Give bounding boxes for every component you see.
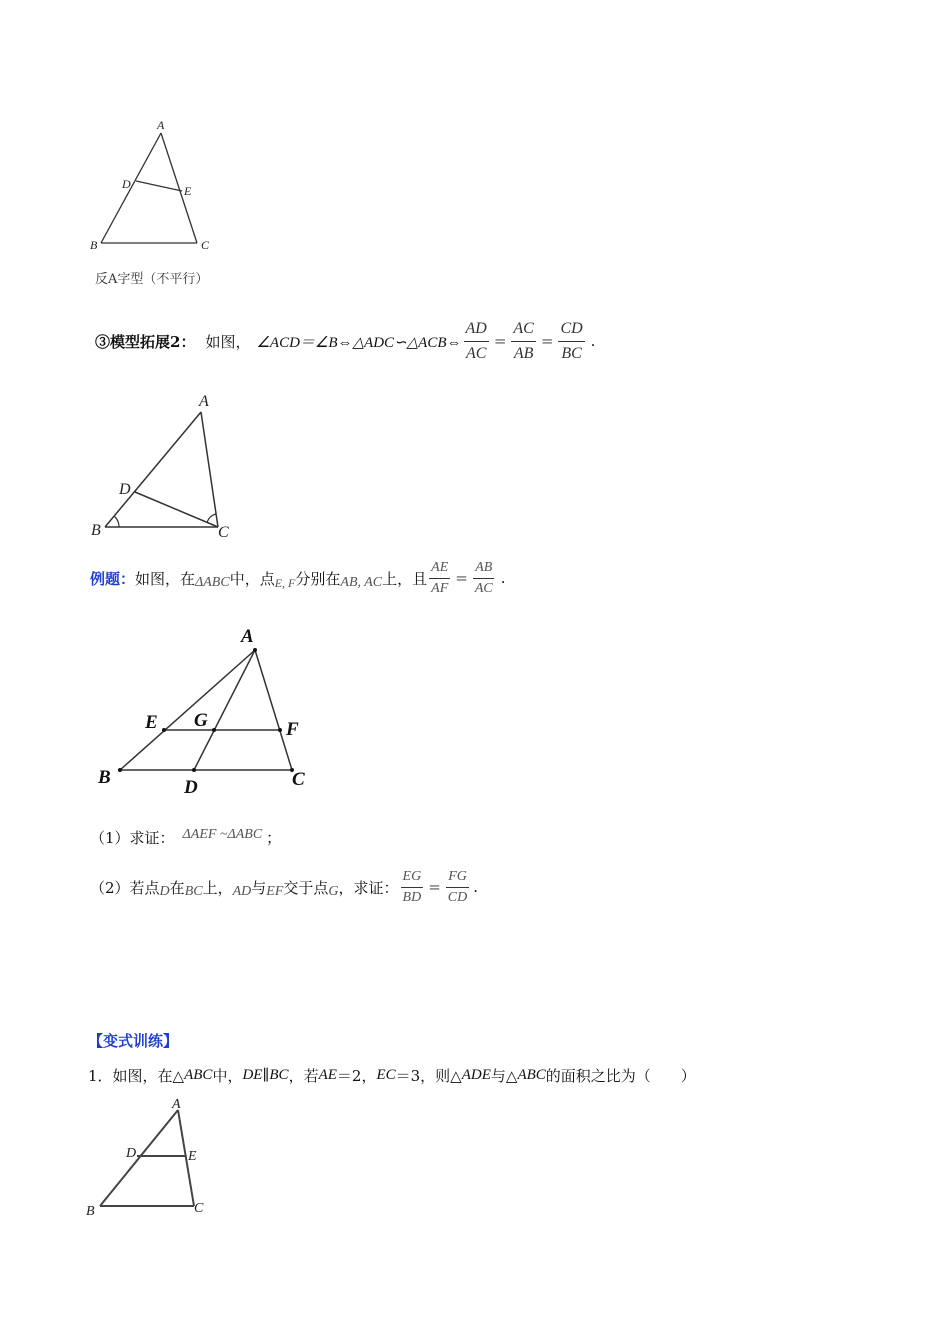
figure-reverse-a-shape <box>85 115 225 255</box>
label-e: E <box>184 184 192 198</box>
model2-frac3 <box>558 317 584 366</box>
label-b: B <box>86 1204 95 1219</box>
vq1-abc: ABC <box>184 1066 213 1083</box>
q1-end: ； <box>266 828 282 847</box>
example-sides: AB, AC <box>340 575 383 590</box>
example-eq: = <box>455 569 468 587</box>
label-f: F <box>286 719 299 740</box>
example-end: . <box>500 569 506 587</box>
example-label: 例题： <box>90 569 136 588</box>
vq1-t4: ＝3，则△ <box>395 1066 462 1085</box>
model2-frac1-den: AC <box>465 344 487 362</box>
model2-frac1-num: AD <box>464 317 489 342</box>
example-points: E, F <box>274 575 296 590</box>
label-d: D <box>184 777 198 798</box>
q2-t2: 上， <box>202 878 233 897</box>
q2-p4: EF <box>266 884 284 899</box>
example-text2: 中，点 <box>229 569 275 588</box>
label-d: D <box>122 177 131 191</box>
vq1-t2: ，若 <box>288 1066 319 1085</box>
label-e: E <box>145 712 158 733</box>
vq1-ae: AE <box>318 1066 337 1083</box>
example-tri: ΔABC <box>195 575 230 590</box>
label-c: C <box>218 524 229 541</box>
vq1-num: 1．如图，在△ <box>88 1066 185 1085</box>
q2-eq: = <box>428 878 441 896</box>
q2-t1: 在 <box>169 878 185 897</box>
example-frac1-num: AE <box>429 558 450 579</box>
model2-frac2-num: AC <box>511 317 535 342</box>
vq1-t6: 的面积之比为（ ） <box>545 1066 696 1085</box>
q2-frac2-num: FG <box>446 867 469 888</box>
vq1-ec: EC <box>376 1066 396 1083</box>
label-c: C <box>201 238 210 252</box>
q2-frac1-den: BD <box>402 889 422 905</box>
label-c: C <box>292 769 305 790</box>
model2-intro: 如图， <box>205 332 251 351</box>
q1-expr: ΔAEF ~ΔABC <box>182 827 263 842</box>
q2-p2: BC <box>184 884 203 899</box>
vq1-abc2: ABC <box>517 1066 546 1083</box>
q2-frac1 <box>401 867 424 908</box>
q2-frac2-den: CD <box>447 889 468 905</box>
label-a: A <box>172 1097 181 1112</box>
q2-p5: G <box>328 884 339 899</box>
example-frac2-num: AB <box>473 558 494 579</box>
label-a: A <box>241 626 254 647</box>
question-2 <box>90 862 478 912</box>
model2-frac1 <box>464 317 489 366</box>
vq1-t1: 中， <box>212 1066 243 1085</box>
question-1 <box>90 823 281 851</box>
model2-title: ③模型拓展2： <box>95 332 196 351</box>
example-line <box>90 552 506 604</box>
vq1-de: DE <box>242 1066 263 1083</box>
vq1-par: ∥ <box>262 1066 270 1084</box>
vq1-t5: 与△ <box>490 1066 518 1085</box>
example-frac1 <box>429 558 450 599</box>
example-frac1-den: AF <box>431 580 449 596</box>
q2-t4: 交于点 <box>283 878 329 897</box>
q2-frac1-num: EG <box>401 867 424 888</box>
figure1-caption: 反A字型（不平行） <box>95 272 209 287</box>
example-frac2 <box>473 558 495 599</box>
q1-num: （1）求证： <box>90 828 175 847</box>
label-e: E <box>188 1149 197 1164</box>
model2-eq2: = <box>540 332 554 350</box>
model2-eq1: = <box>493 332 507 350</box>
figure-model2 <box>85 390 245 545</box>
figure-example <box>90 622 330 802</box>
vq1-bc: BC <box>269 1066 289 1083</box>
model2-frac3-den: BC <box>561 344 582 362</box>
label-b: B <box>98 767 111 788</box>
model2-frac3-num: CD <box>558 317 584 342</box>
example-frac2-den: AC <box>474 580 493 596</box>
label-a: A <box>157 118 165 132</box>
example-text1: 如图，在 <box>135 569 196 588</box>
q2-frac2 <box>446 867 469 908</box>
label-d: D <box>119 481 131 498</box>
example-text3: 分别在 <box>295 569 341 588</box>
label-b: B <box>90 238 98 252</box>
label-d: D <box>126 1146 137 1161</box>
q2-num: （2）若点 <box>90 878 160 897</box>
example-text4: 上，且 <box>382 569 428 588</box>
q2-end: . <box>473 878 479 896</box>
model2-frac2 <box>511 317 535 366</box>
model2-line <box>95 302 595 380</box>
model2-frac2-den: AB <box>513 344 534 362</box>
model2-end: . <box>590 332 596 350</box>
label-g: G <box>194 710 208 731</box>
label-a: A <box>199 393 209 410</box>
q2-t5: ，求证： <box>338 878 399 897</box>
q2-p3: AD <box>232 884 252 899</box>
model2-statement: ∠ACD＝∠B⇔△ADC∽△ACB⇔ <box>256 334 462 351</box>
label-c: C <box>194 1201 204 1216</box>
vq1-ade: ADE <box>461 1066 491 1083</box>
q2-t3: 与 <box>251 878 267 897</box>
figure-variant-1 <box>82 1094 222 1224</box>
variant-question-1 <box>88 1064 696 1086</box>
label-b: B <box>91 522 101 539</box>
vq1-t3: ＝2， <box>336 1066 377 1085</box>
q2-p1: D <box>159 884 170 899</box>
variant-heading: 【变式训练】 <box>88 1032 179 1050</box>
